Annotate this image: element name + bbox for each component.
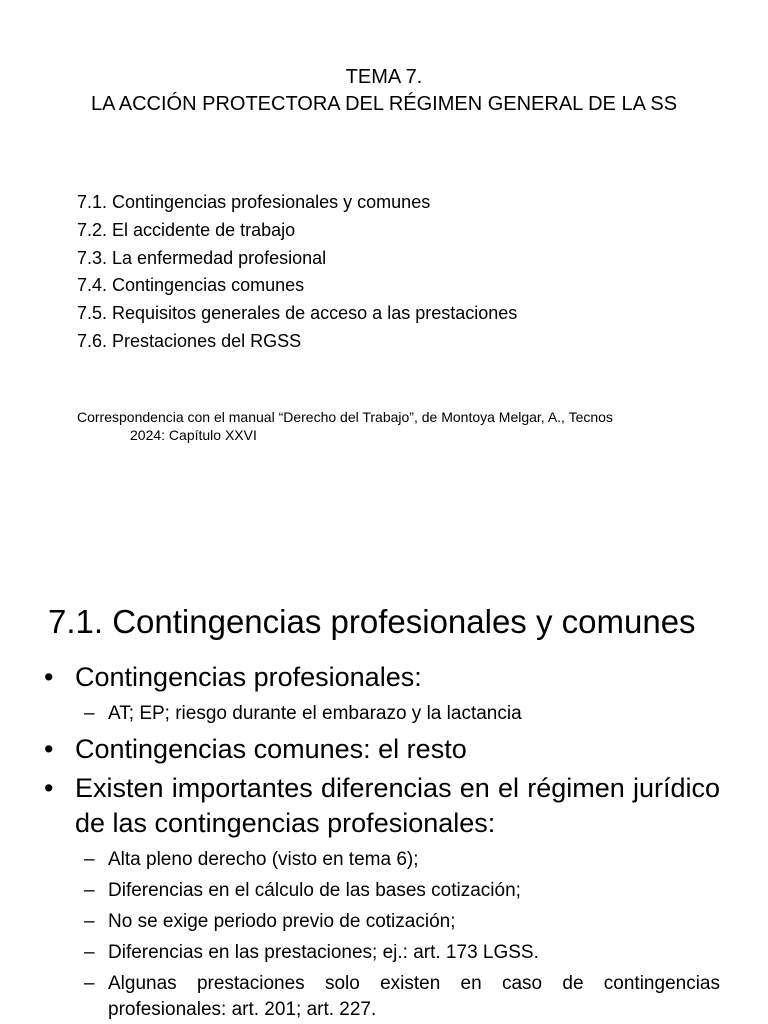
sub-bullet-item [44,878,720,904]
dash-glyph: – [84,911,95,932]
reference-line-2: 2024: Capítulo XXVI [130,427,257,443]
sub-bullet-item [44,971,720,1023]
sub-bullet-text: Diferencias en el cálculo de las bases cotización; [108,880,521,901]
dash-glyph: – [84,880,95,901]
bullet-glyph: • [44,773,54,803]
bullet-glyph: • [44,662,54,692]
sub-bullet-item [44,940,720,966]
bullet-item [44,732,720,767]
bullet-text: Contingencias comunes: el resto [75,734,467,764]
toc-item: 7.3. La enfermedad profesional [77,247,327,268]
bullet-item [44,771,720,841]
sub-bullet-text: Alta pleno derecho (visto en tema 6); [108,849,419,870]
bullet-text: Contingencias profesionales: [75,662,422,692]
title-line-1: TEMA 7. [345,66,423,88]
reference-line-1: Correspondencia con el manual “Derecho del Trabajo”, de Montoya Melgar, A., Tecnos [77,409,613,425]
title-line-2: LA ACCIÓN PROTECTORA DEL RÉGIMEN GENERAL DE LA SS [90,93,678,115]
bullet-glyph: • [44,734,54,764]
sub-bullet-item [44,701,720,727]
slide1-title [0,64,768,118]
bullet-list [44,660,720,1023]
toc-item: 7.2. El accidente de trabajo [77,219,296,240]
toc-item: 7.4. Contingencias comunes [77,275,305,296]
table-of-contents [77,189,517,356]
sub-bullet-text: AT; EP; riesgo durante el embarazo y la lactancia [108,703,522,724]
sub-bullet-text: Diferencias en las prestaciones; ej.: art. 173 LGSS. [108,942,539,963]
bullet-item [44,660,720,695]
toc-item: 7.5. Requisitos generales de acceso a las prestaciones [77,303,518,324]
dash-glyph: – [84,849,95,870]
bullet-text: Existen importantes diferencias en el régimen jurídico de las contingencias profesionales: [75,773,720,838]
manual-reference [77,408,677,444]
dash-glyph: – [84,973,95,994]
toc-item: 7.1. Contingencias profesionales y comunes [77,192,431,212]
dash-glyph: – [84,942,95,963]
dash-glyph: – [84,703,95,724]
sub-bullet-item [44,909,720,935]
sub-bullet-item [44,847,720,873]
sub-bullet-text: Algunas prestaciones solo existen en caso de contingencias profesionales: art. 201; art. 227. [108,973,720,1020]
toc-item: 7.6. Prestaciones del RGSS [77,330,302,351]
sub-bullet-text: No se exige periodo previo de cotización; [108,911,456,932]
slide2-title: 7.1. Contingencias profesionales y comunes [48,603,696,640]
